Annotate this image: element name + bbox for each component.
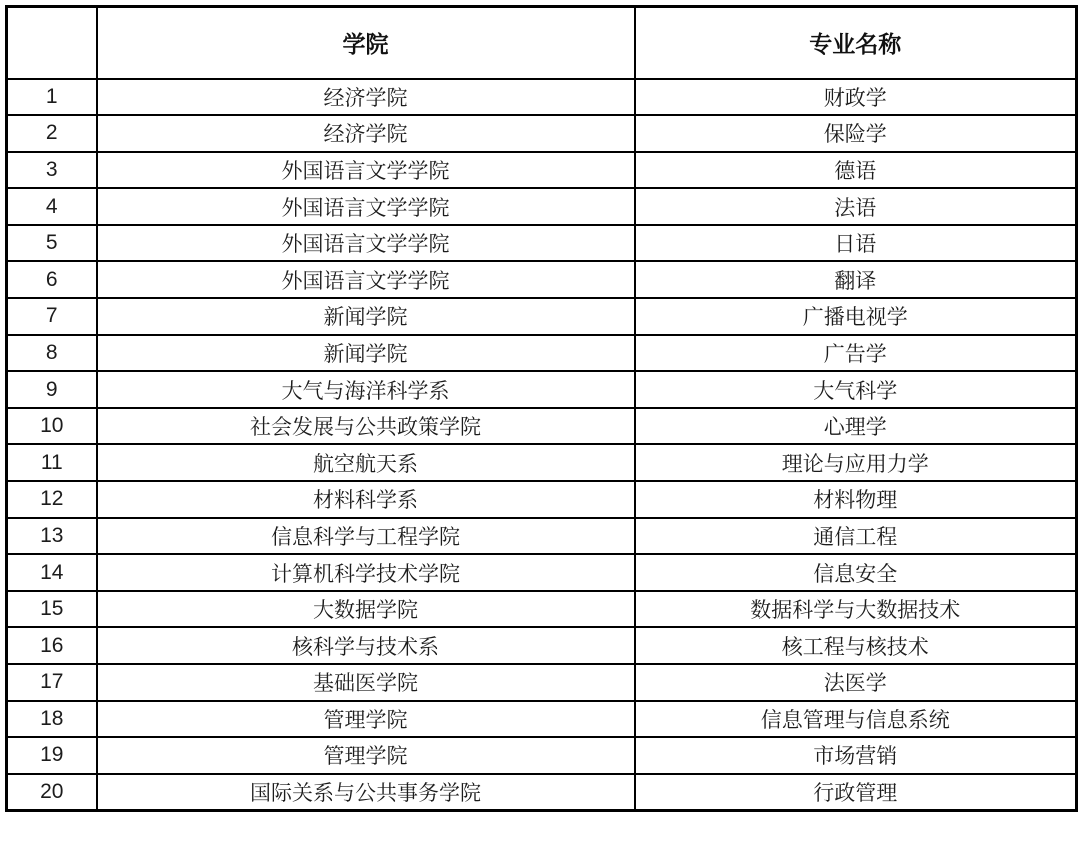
- table-row: [7, 591, 1077, 628]
- row-number-cell: 3: [7, 152, 97, 189]
- table-body: [7, 79, 1077, 811]
- major-cell: 财政学: [635, 79, 1077, 116]
- majors-table: [5, 5, 1078, 812]
- major-cell: 信息安全: [635, 554, 1077, 591]
- college-cell: 外国语言文学学院: [97, 188, 635, 225]
- row-number-cell: 2: [7, 115, 97, 152]
- table-row: [7, 152, 1077, 189]
- table-row: [7, 554, 1077, 591]
- row-number-cell: 18: [7, 701, 97, 738]
- major-cell: 信息管理与信息系统: [635, 701, 1077, 738]
- major-cell: 德语: [635, 152, 1077, 189]
- row-number-cell: 20: [7, 774, 97, 811]
- row-number-cell: 13: [7, 518, 97, 555]
- row-number-cell: 19: [7, 737, 97, 774]
- header-college-cell: 学院: [97, 7, 635, 79]
- major-cell: 市场营销: [635, 737, 1077, 774]
- table-row: [7, 774, 1077, 811]
- college-cell: 核科学与技术系: [97, 627, 635, 664]
- table-row: [7, 737, 1077, 774]
- major-cell: 保险学: [635, 115, 1077, 152]
- major-cell: 通信工程: [635, 518, 1077, 555]
- header-row: [7, 7, 1077, 79]
- major-cell: 心理学: [635, 408, 1077, 445]
- college-cell: 大数据学院: [97, 591, 635, 628]
- college-cell: 社会发展与公共政策学院: [97, 408, 635, 445]
- table-row: [7, 79, 1077, 116]
- row-number-cell: 11: [7, 444, 97, 481]
- major-cell: 法语: [635, 188, 1077, 225]
- college-cell: 大气与海洋科学系: [97, 371, 635, 408]
- major-cell: 广播电视学: [635, 298, 1077, 335]
- table-row: [7, 627, 1077, 664]
- table-row: [7, 518, 1077, 555]
- row-number-cell: 4: [7, 188, 97, 225]
- major-cell: 法医学: [635, 664, 1077, 701]
- college-cell: 信息科学与工程学院: [97, 518, 635, 555]
- college-cell: 新闻学院: [97, 335, 635, 372]
- row-number-cell: 5: [7, 225, 97, 262]
- row-number-cell: 12: [7, 481, 97, 518]
- college-cell: 经济学院: [97, 115, 635, 152]
- major-cell: 行政管理: [635, 774, 1077, 811]
- college-cell: 计算机科学技术学院: [97, 554, 635, 591]
- major-cell: 理论与应用力学: [635, 444, 1077, 481]
- table-row: [7, 444, 1077, 481]
- header-major-cell: 专业名称: [635, 7, 1077, 79]
- major-cell: 材料物理: [635, 481, 1077, 518]
- table-row: [7, 371, 1077, 408]
- major-cell: 大气科学: [635, 371, 1077, 408]
- college-cell: 管理学院: [97, 701, 635, 738]
- table-row: [7, 188, 1077, 225]
- row-number-cell: 9: [7, 371, 97, 408]
- table-row: [7, 335, 1077, 372]
- table-row: [7, 298, 1077, 335]
- college-cell: 航空航天系: [97, 444, 635, 481]
- row-number-cell: 1: [7, 79, 97, 116]
- college-cell: 基础医学院: [97, 664, 635, 701]
- college-cell: 经济学院: [97, 79, 635, 116]
- college-cell: 国际关系与公共事务学院: [97, 774, 635, 811]
- major-cell: 数据科学与大数据技术: [635, 591, 1077, 628]
- table-row: [7, 261, 1077, 298]
- row-number-cell: 8: [7, 335, 97, 372]
- table-row: [7, 664, 1077, 701]
- row-number-cell: 16: [7, 627, 97, 664]
- college-cell: 管理学院: [97, 737, 635, 774]
- college-cell: 新闻学院: [97, 298, 635, 335]
- major-cell: 日语: [635, 225, 1077, 262]
- college-cell: 外国语言文学学院: [97, 225, 635, 262]
- row-number-cell: 6: [7, 261, 97, 298]
- table-row: [7, 225, 1077, 262]
- major-cell: 翻译: [635, 261, 1077, 298]
- table-row: [7, 701, 1077, 738]
- college-cell: 外国语言文学学院: [97, 152, 635, 189]
- major-cell: 广告学: [635, 335, 1077, 372]
- table-row: [7, 481, 1077, 518]
- table-row: [7, 115, 1077, 152]
- table-row: [7, 408, 1077, 445]
- row-number-cell: 7: [7, 298, 97, 335]
- college-cell: 外国语言文学学院: [97, 261, 635, 298]
- college-cell: 材料科学系: [97, 481, 635, 518]
- header-index-cell: [7, 7, 97, 79]
- row-number-cell: 17: [7, 664, 97, 701]
- row-number-cell: 15: [7, 591, 97, 628]
- row-number-cell: 10: [7, 408, 97, 445]
- major-cell: 核工程与核技术: [635, 627, 1077, 664]
- row-number-cell: 14: [7, 554, 97, 591]
